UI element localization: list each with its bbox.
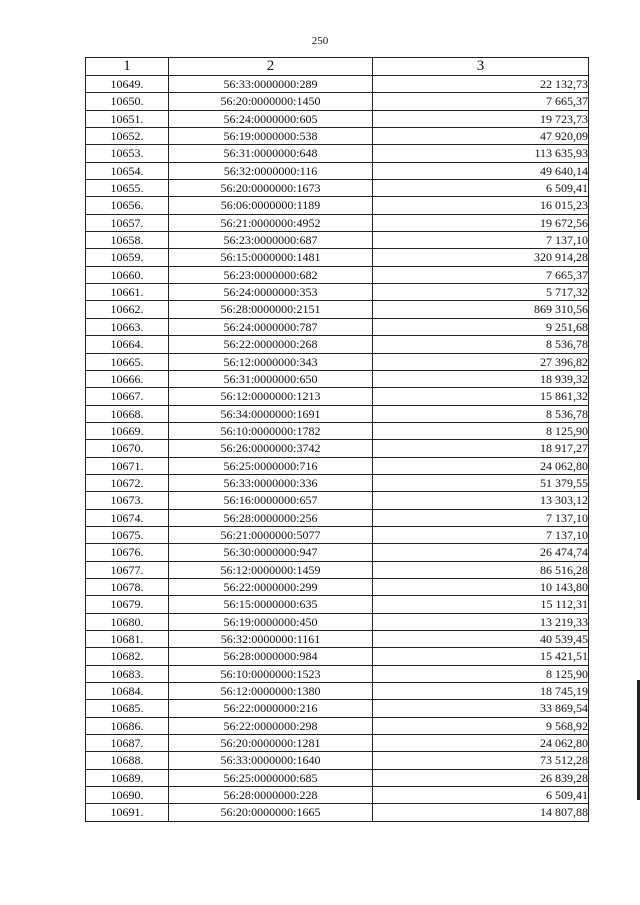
- table-row: [86, 752, 589, 769]
- column-header-2: 2: [169, 58, 373, 76]
- value-cell: 18 745,19: [373, 683, 589, 700]
- row-number-cell: 10675.: [86, 526, 169, 543]
- column-header-1: 1: [86, 58, 169, 76]
- cadastral-number-cell: 56:33:0000000:1640: [169, 752, 373, 769]
- value-cell: 16 015,23: [373, 197, 589, 214]
- row-number-cell: 10649.: [86, 76, 169, 93]
- value-cell: 15 112,31: [373, 596, 589, 613]
- cadastral-number-cell: 56:23:0000000:687: [169, 232, 373, 249]
- value-cell: 18 939,32: [373, 370, 589, 387]
- row-number-cell: 10674.: [86, 509, 169, 526]
- table-row: [86, 353, 589, 370]
- cadastral-number-cell: 56:06:0000000:1189: [169, 197, 373, 214]
- value-cell: 7 137,10: [373, 509, 589, 526]
- table-row: [86, 457, 589, 474]
- table-row: [86, 804, 589, 821]
- cadastral-number-cell: 56:24:0000000:787: [169, 318, 373, 335]
- row-number-cell: 10688.: [86, 752, 169, 769]
- cadastral-number-cell: 56:15:0000000:635: [169, 596, 373, 613]
- table-row: [86, 318, 589, 335]
- row-number-cell: 10677.: [86, 561, 169, 578]
- value-cell: 9 568,92: [373, 717, 589, 734]
- cadastral-number-cell: 56:31:0000000:648: [169, 145, 373, 162]
- cadastral-number-cell: 56:28:0000000:228: [169, 787, 373, 804]
- cadastral-number-cell: 56:20:0000000:1281: [169, 735, 373, 752]
- table-row: [86, 214, 589, 231]
- row-number-cell: 10670.: [86, 440, 169, 457]
- cadastral-number-cell: 56:32:0000000:1161: [169, 631, 373, 648]
- row-number-cell: 10676.: [86, 544, 169, 561]
- row-number-cell: 10683.: [86, 665, 169, 682]
- table-row: [86, 717, 589, 734]
- cadastral-number-cell: 56:23:0000000:682: [169, 266, 373, 283]
- table-row: [86, 596, 589, 613]
- table-row: [86, 388, 589, 405]
- row-number-cell: 10672.: [86, 474, 169, 491]
- value-cell: 8 536,78: [373, 336, 589, 353]
- table-row: [86, 700, 589, 717]
- cadastral-number-cell: 56:20:0000000:1673: [169, 180, 373, 197]
- row-number-cell: 10685.: [86, 700, 169, 717]
- cadastral-number-cell: 56:16:0000000:657: [169, 492, 373, 509]
- table-row: [86, 249, 589, 266]
- cadastral-number-cell: 56:30:0000000:947: [169, 544, 373, 561]
- cadastral-number-cell: 56:10:0000000:1523: [169, 665, 373, 682]
- value-cell: 26 474,74: [373, 544, 589, 561]
- value-cell: 10 143,80: [373, 578, 589, 595]
- table-row: [86, 162, 589, 179]
- value-cell: 24 062,80: [373, 735, 589, 752]
- row-number-cell: 10668.: [86, 405, 169, 422]
- table-row: [86, 474, 589, 491]
- value-cell: 869 310,56: [373, 301, 589, 318]
- cadastral-number-cell: 56:20:0000000:1665: [169, 804, 373, 821]
- table-row: [86, 180, 589, 197]
- cadastral-number-cell: 56:25:0000000:685: [169, 769, 373, 786]
- table-row: [86, 735, 589, 752]
- row-number-cell: 10660.: [86, 266, 169, 283]
- value-cell: 6 509,41: [373, 180, 589, 197]
- row-number-cell: 10690.: [86, 787, 169, 804]
- table-row: [86, 440, 589, 457]
- table-row: [86, 301, 589, 318]
- data-table: [85, 57, 589, 822]
- row-number-cell: 10665.: [86, 353, 169, 370]
- table-row: [86, 631, 589, 648]
- value-cell: 49 640,14: [373, 162, 589, 179]
- row-number-cell: 10651.: [86, 110, 169, 127]
- value-cell: 6 509,41: [373, 787, 589, 804]
- value-cell: 86 516,28: [373, 561, 589, 578]
- row-number-cell: 10682.: [86, 648, 169, 665]
- row-number-cell: 10655.: [86, 180, 169, 197]
- value-cell: 18 917,27: [373, 440, 589, 457]
- table-row: [86, 336, 589, 353]
- cadastral-number-cell: 56:12:0000000:1380: [169, 683, 373, 700]
- value-cell: 13 303,12: [373, 492, 589, 509]
- value-cell: 113 635,93: [373, 145, 589, 162]
- row-number-cell: 10662.: [86, 301, 169, 318]
- table-row: [86, 492, 589, 509]
- table-row: [86, 405, 589, 422]
- cadastral-number-cell: 56:12:0000000:1213: [169, 388, 373, 405]
- row-number-cell: 10654.: [86, 162, 169, 179]
- row-number-cell: 10673.: [86, 492, 169, 509]
- row-number-cell: 10686.: [86, 717, 169, 734]
- cadastral-number-cell: 56:28:0000000:256: [169, 509, 373, 526]
- value-cell: 40 539,45: [373, 631, 589, 648]
- cadastral-number-cell: 56:21:0000000:5077: [169, 526, 373, 543]
- value-cell: 13 219,33: [373, 613, 589, 630]
- cadastral-number-cell: 56:20:0000000:1450: [169, 93, 373, 110]
- row-number-cell: 10671.: [86, 457, 169, 474]
- table-row: [86, 544, 589, 561]
- value-cell: 19 723,73: [373, 110, 589, 127]
- table-row: [86, 422, 589, 439]
- table-row: [86, 145, 589, 162]
- value-cell: 8 536,78: [373, 405, 589, 422]
- row-number-cell: 10658.: [86, 232, 169, 249]
- value-cell: 9 251,68: [373, 318, 589, 335]
- cadastral-number-cell: 56:10:0000000:1782: [169, 422, 373, 439]
- table-row: [86, 665, 589, 682]
- value-cell: 51 379,55: [373, 474, 589, 491]
- row-number-cell: 10679.: [86, 596, 169, 613]
- value-cell: 7 137,10: [373, 526, 589, 543]
- table-row: [86, 648, 589, 665]
- table-row: [86, 561, 589, 578]
- cadastral-number-cell: 56:22:0000000:298: [169, 717, 373, 734]
- cadastral-number-cell: 56:28:0000000:2151: [169, 301, 373, 318]
- row-number-cell: 10650.: [86, 93, 169, 110]
- table-row: [86, 769, 589, 786]
- cadastral-number-cell: 56:31:0000000:650: [169, 370, 373, 387]
- row-number-cell: 10666.: [86, 370, 169, 387]
- value-cell: 33 869,54: [373, 700, 589, 717]
- cadastral-number-cell: 56:19:0000000:538: [169, 128, 373, 145]
- table-body: [86, 76, 589, 822]
- row-number-cell: 10684.: [86, 683, 169, 700]
- table-row: [86, 613, 589, 630]
- row-number-cell: 10667.: [86, 388, 169, 405]
- value-cell: 8 125,90: [373, 665, 589, 682]
- cadastral-number-cell: 56:21:0000000:4952: [169, 214, 373, 231]
- cadastral-number-cell: 56:34:0000000:1691: [169, 405, 373, 422]
- value-cell: 15 421,51: [373, 648, 589, 665]
- cadastral-number-cell: 56:28:0000000:984: [169, 648, 373, 665]
- table-row: [86, 787, 589, 804]
- value-cell: 24 062,80: [373, 457, 589, 474]
- table-row: [86, 683, 589, 700]
- row-number-cell: 10669.: [86, 422, 169, 439]
- cadastral-number-cell: 56:33:0000000:336: [169, 474, 373, 491]
- value-cell: 15 861,32: [373, 388, 589, 405]
- cadastral-number-cell: 56:22:0000000:268: [169, 336, 373, 353]
- cadastral-number-cell: 56:33:0000000:289: [169, 76, 373, 93]
- value-cell: 26 839,28: [373, 769, 589, 786]
- value-cell: 8 125,90: [373, 422, 589, 439]
- row-number-cell: 10652.: [86, 128, 169, 145]
- column-header-3: 3: [373, 58, 589, 76]
- table-row: [86, 110, 589, 127]
- row-number-cell: 10657.: [86, 214, 169, 231]
- row-number-cell: 10663.: [86, 318, 169, 335]
- value-cell: 7 665,37: [373, 266, 589, 283]
- row-number-cell: 10687.: [86, 735, 169, 752]
- cadastral-number-cell: 56:12:0000000:343: [169, 353, 373, 370]
- cadastral-number-cell: 56:24:0000000:605: [169, 110, 373, 127]
- value-cell: 5 717,32: [373, 284, 589, 301]
- row-number-cell: 10661.: [86, 284, 169, 301]
- row-number-cell: 10653.: [86, 145, 169, 162]
- value-cell: 14 807,88: [373, 804, 589, 821]
- row-number-cell: 10656.: [86, 197, 169, 214]
- table-row: [86, 578, 589, 595]
- value-cell: 27 396,82: [373, 353, 589, 370]
- cadastral-number-cell: 56:19:0000000:450: [169, 613, 373, 630]
- cadastral-number-cell: 56:26:0000000:3742: [169, 440, 373, 457]
- table-header-row: [86, 58, 589, 76]
- table-row: [86, 284, 589, 301]
- page-number: 250: [311, 35, 329, 47]
- value-cell: 7 665,37: [373, 93, 589, 110]
- row-number-cell: 10681.: [86, 631, 169, 648]
- row-number-cell: 10691.: [86, 804, 169, 821]
- row-number-cell: 10680.: [86, 613, 169, 630]
- row-number-cell: 10678.: [86, 578, 169, 595]
- table-row: [86, 197, 589, 214]
- table-row: [86, 370, 589, 387]
- table-row: [86, 526, 589, 543]
- row-number-cell: 10689.: [86, 769, 169, 786]
- value-cell: 47 920,09: [373, 128, 589, 145]
- cadastral-number-cell: 56:12:0000000:1459: [169, 561, 373, 578]
- value-cell: 320 914,28: [373, 249, 589, 266]
- cadastral-number-cell: 56:22:0000000:299: [169, 578, 373, 595]
- table-row: [86, 76, 589, 93]
- row-number-cell: 10659.: [86, 249, 169, 266]
- table-row: [86, 232, 589, 249]
- table-row: [86, 266, 589, 283]
- value-cell: 19 672,56: [373, 214, 589, 231]
- table-row: [86, 128, 589, 145]
- cadastral-number-cell: 56:24:0000000:353: [169, 284, 373, 301]
- row-number-cell: 10664.: [86, 336, 169, 353]
- cadastral-number-cell: 56:25:0000000:716: [169, 457, 373, 474]
- cadastral-number-cell: 56:32:0000000:116: [169, 162, 373, 179]
- value-cell: 73 512,28: [373, 752, 589, 769]
- cadastral-number-cell: 56:22:0000000:216: [169, 700, 373, 717]
- table-row: [86, 93, 589, 110]
- value-cell: 22 132,73: [373, 76, 589, 93]
- cadastral-number-cell: 56:15:0000000:1481: [169, 249, 373, 266]
- value-cell: 7 137,10: [373, 232, 589, 249]
- table-row: [86, 509, 589, 526]
